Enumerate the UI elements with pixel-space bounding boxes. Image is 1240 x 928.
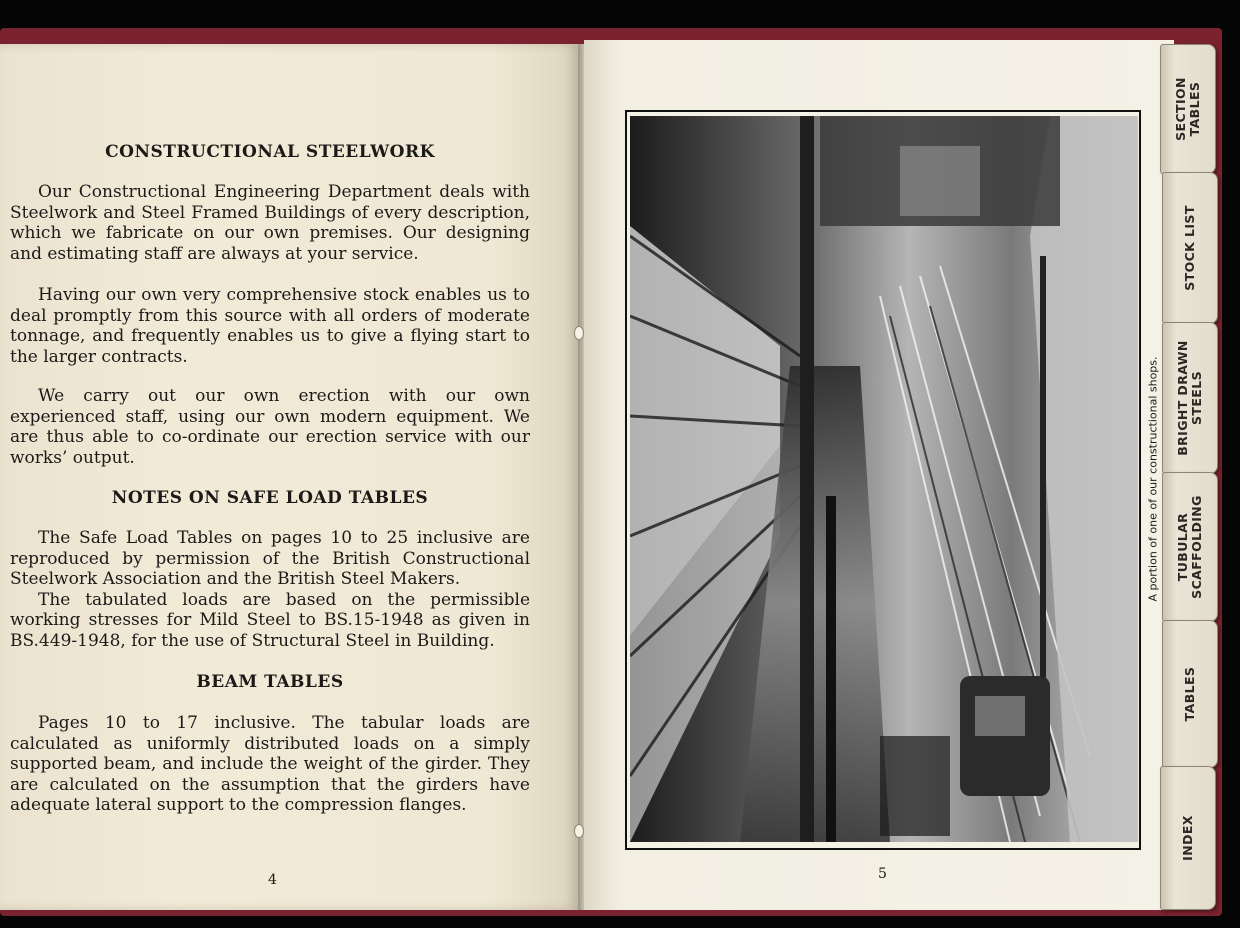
tab-tubular-scaffolding[interactable] <box>1162 472 1218 622</box>
tab-label <box>1176 340 1204 456</box>
page-number-left: 4 <box>268 872 277 888</box>
workshop-photograph <box>630 116 1138 842</box>
paragraph-text: We carry out our own erection with our own experienced staff, using our own modern equipment. We are thus able to co-ordinate our erection service with our works’ output. <box>10 386 530 468</box>
paragraph-erection <box>10 386 530 468</box>
tab-label-line: SCAFFOLDING <box>1189 495 1204 599</box>
tab-label-line: STOCK LIST <box>1182 205 1197 291</box>
tab-label <box>1181 815 1195 861</box>
binding-stitch <box>574 326 584 340</box>
paragraph-text: Having our own very comprehensive stock enables us to deal promptly from this source with all orders of moderate tonnage, and frequently enables us to give a flying start to the larger contracts. <box>10 285 530 367</box>
tab-index[interactable] <box>1160 766 1216 910</box>
tab-label <box>1183 667 1197 722</box>
tab-label-line: TABLES <box>1182 666 1197 722</box>
left-page <box>0 44 578 910</box>
heading-beam-tables: BEAM TABLES <box>196 672 344 692</box>
paragraph-text: Our Constructional Engineering Department deals with Steelwork and Steel Framed Buildings of every description, which we fabricate on our own premises. Our designing and estimating staff are always at your service. <box>10 182 530 264</box>
tab-label <box>1183 205 1197 291</box>
paragraph-engineering-department <box>10 182 530 264</box>
paragraph-beam-tables <box>10 713 530 816</box>
tab-tables[interactable] <box>1162 620 1218 768</box>
paragraph-text: Pages 10 to 17 inclusive. The tabular loads are calculated as uniformly distributed loads on a simply supported beam, and include the weight of the girder. They are calculated on the assumption that the girders have adequate lateral support to the compression flanges. <box>10 713 530 815</box>
page-number-right: 5 <box>878 866 887 882</box>
tab-stock-list[interactable] <box>1162 172 1218 324</box>
tab-label-line: TUBULAR <box>1175 512 1190 582</box>
tab-label-line: INDEX <box>1180 815 1195 861</box>
paragraph-stock <box>10 285 530 367</box>
tab-label-line: STEELS <box>1189 371 1204 425</box>
tab-bright-drawn-steels[interactable] <box>1162 322 1218 474</box>
workshop-photo-image <box>630 116 1138 842</box>
tab-label-line: TABLES <box>1187 81 1202 137</box>
photo-caption <box>1142 346 1164 612</box>
tab-label-line: SECTION <box>1173 77 1188 141</box>
binding-stitch <box>574 824 584 838</box>
tab-label <box>1176 495 1204 599</box>
paragraph-safe-load-tables <box>10 528 530 651</box>
tab-label-line: BRIGHT DRAWN <box>1175 340 1190 456</box>
heading-constructional-steelwork: CONSTRUCTIONAL STEELWORK <box>105 142 435 162</box>
paragraph-text: The tabulated loads are based on the permissible working stresses for Mild Steel to BS.15-1948 as given in BS.449-1948, for the use of Structural Steel in Building. <box>10 589 530 651</box>
tab-section-tables[interactable] <box>1160 44 1216 174</box>
caption-text: A portion of one of our constructional shops. <box>1146 356 1160 602</box>
tab-label <box>1174 77 1202 141</box>
paragraph-text: The Safe Load Tables on pages 10 to 25 inclusive are reproduced by permission of the British Constructional Steelwork Association and the British Steel Makers. <box>10 528 530 589</box>
heading-safe-load-tables: NOTES ON SAFE LOAD TABLES <box>111 488 429 508</box>
